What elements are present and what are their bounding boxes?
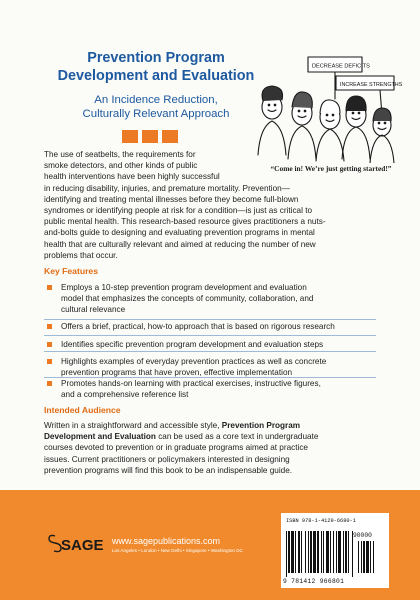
sign1-text: DECREASE DEFICITS <box>312 63 370 70</box>
book-subtitle <box>56 93 256 121</box>
feature-line: Highlights examples of everyday prevention practices as well as concrete <box>61 357 327 366</box>
feature-divider <box>44 319 376 320</box>
audience-book-title: Prevention Program <box>221 421 301 430</box>
barcode-bar <box>348 531 349 573</box>
barcode-bar <box>308 531 309 573</box>
price-barcode-bar <box>363 541 365 573</box>
barcode-bar <box>313 531 316 573</box>
intro-line: health that are culturally relevant and aimed at reducing the number of new <box>44 239 316 249</box>
feature-line: and a comprehensive reference list <box>61 390 189 399</box>
key-feature-item <box>44 282 384 315</box>
sage-logo <box>46 531 106 555</box>
feature-divider <box>44 351 376 352</box>
barcode-bar <box>330 531 331 573</box>
intro-line: health interventions have been highly successful <box>44 172 220 182</box>
price-barcode-bar <box>373 541 374 573</box>
ornament-square <box>162 130 178 143</box>
barcode-bar <box>298 531 300 573</box>
feature-line: Identifies specific prevention program development and evaluation steps <box>61 340 324 349</box>
barcode-bar <box>321 531 322 573</box>
price-barcode-bar <box>358 541 359 573</box>
barcode-bar <box>301 531 302 573</box>
audience-line: courses devoted to prevention or in graduate programs aimed at practice <box>44 443 308 453</box>
key-features-heading: Key Features <box>44 266 98 276</box>
isbn-number: ISBN 978-1-4129-6680-1 <box>286 518 356 524</box>
audience-line: issues. Current practitioners or policymakers interested in designing <box>44 454 290 464</box>
barcode-bar <box>326 531 329 573</box>
feature-line: model that emphasizes the concepts of community, collaboration, and <box>61 294 314 303</box>
price-barcode-bar <box>366 541 369 573</box>
barcode-bar <box>323 531 324 573</box>
feature-divider <box>44 377 376 378</box>
audience-line <box>44 431 384 442</box>
barcode-bar <box>295 531 296 573</box>
barcode-bar <box>291 531 294 573</box>
feature-divider <box>44 335 376 336</box>
intro-line: in reducing disability, injuries, and premature mortality. Prevention— <box>44 183 290 193</box>
audience-line: prevention programs will find this book to be an indispensable guide. <box>44 465 293 475</box>
orange-squares-ornament <box>122 130 182 144</box>
barcode-bar <box>333 531 334 573</box>
audience-text: can be used as a core text in undergraduate <box>155 432 319 442</box>
book-title-line1: Prevention Program <box>87 50 225 66</box>
intended-audience-heading: Intended Audience <box>44 405 121 415</box>
book-subtitle-line2: Culturally Relevant Approach <box>82 108 230 120</box>
key-features-list <box>44 282 384 400</box>
barcode-bar <box>310 531 312 573</box>
sage-logo-s-mark <box>49 535 61 551</box>
feature-line: Offers a brief, practical, how-to approach that is based on rigorous research <box>61 322 335 331</box>
intro-line: smoke detectors, and other kinds of public <box>44 161 198 171</box>
intro-line: identifying and treating mental illnesses before they become full-blown <box>44 194 299 204</box>
intro-line: problems that occur. <box>44 250 118 260</box>
price-barcode-bar <box>361 541 362 573</box>
audience-book-title: Development and Evaluation <box>44 432 156 442</box>
price-barcode-bar <box>370 541 371 573</box>
audience-line <box>44 420 384 431</box>
barcode-bar <box>286 531 287 577</box>
key-feature-item <box>44 339 384 350</box>
ornament-square <box>142 130 158 143</box>
intro-line: The use of seatbelts, the requirements for <box>44 150 196 159</box>
feature-line: cultural relevance <box>61 305 126 314</box>
feature-line: Employs a 10-step prevention program development and evaluation <box>61 283 307 292</box>
publisher-cities: Los Angeles • London • New Delhi • Singapore • Washington DC <box>112 548 243 553</box>
barcode-digits: 9 781412 966801 <box>283 578 345 585</box>
feature-line: Promotes hands-on learning with practical exercises, instructive figures, <box>61 379 321 388</box>
sage-logo-text: SAGE <box>61 537 104 554</box>
key-feature-item <box>44 321 384 332</box>
barcode-bar <box>317 531 319 573</box>
isbn-barcode <box>284 531 384 577</box>
intro-paragraph <box>44 149 384 261</box>
cartoon-caption: “Come in! We’re just getting started!” <box>270 164 392 173</box>
barcode-bar <box>345 531 347 573</box>
intro-line: syndromes or identifying people at risk for a condition—is just as critical to <box>44 206 313 216</box>
feature-line: prevention programs that have proven, effective implementation <box>61 368 293 377</box>
price-code: 90000 <box>353 532 372 539</box>
barcode-bar <box>305 531 306 573</box>
intro-line: and-bolts guide to designing and evaluating prevention programs in mental <box>44 228 315 238</box>
ornament-square <box>122 130 138 143</box>
barcode-bar <box>288 531 290 573</box>
barcode-bar <box>336 531 337 573</box>
barcode-bar <box>343 531 344 573</box>
book-title <box>56 49 256 85</box>
book-title-line2: Development and Evaluation <box>57 68 255 84</box>
sign2-text: INCREASE STRENGTHS <box>340 82 402 88</box>
barcode-bar <box>352 531 353 577</box>
cartoon-illustration <box>252 55 402 163</box>
book-subtitle-line1: An Incidence Reduction, <box>94 94 218 106</box>
intro-line: public mental health. This research-based resource gives practitioners a nuts- <box>44 217 326 227</box>
key-feature-item <box>44 378 384 400</box>
audience-text: Written in a straightforward and accessible style, <box>44 421 222 430</box>
key-feature-item <box>44 356 384 378</box>
barcode-bar <box>338 531 341 573</box>
publisher-url[interactable]: www.sagepublications.com <box>112 536 221 546</box>
intended-audience-paragraph <box>44 420 384 476</box>
